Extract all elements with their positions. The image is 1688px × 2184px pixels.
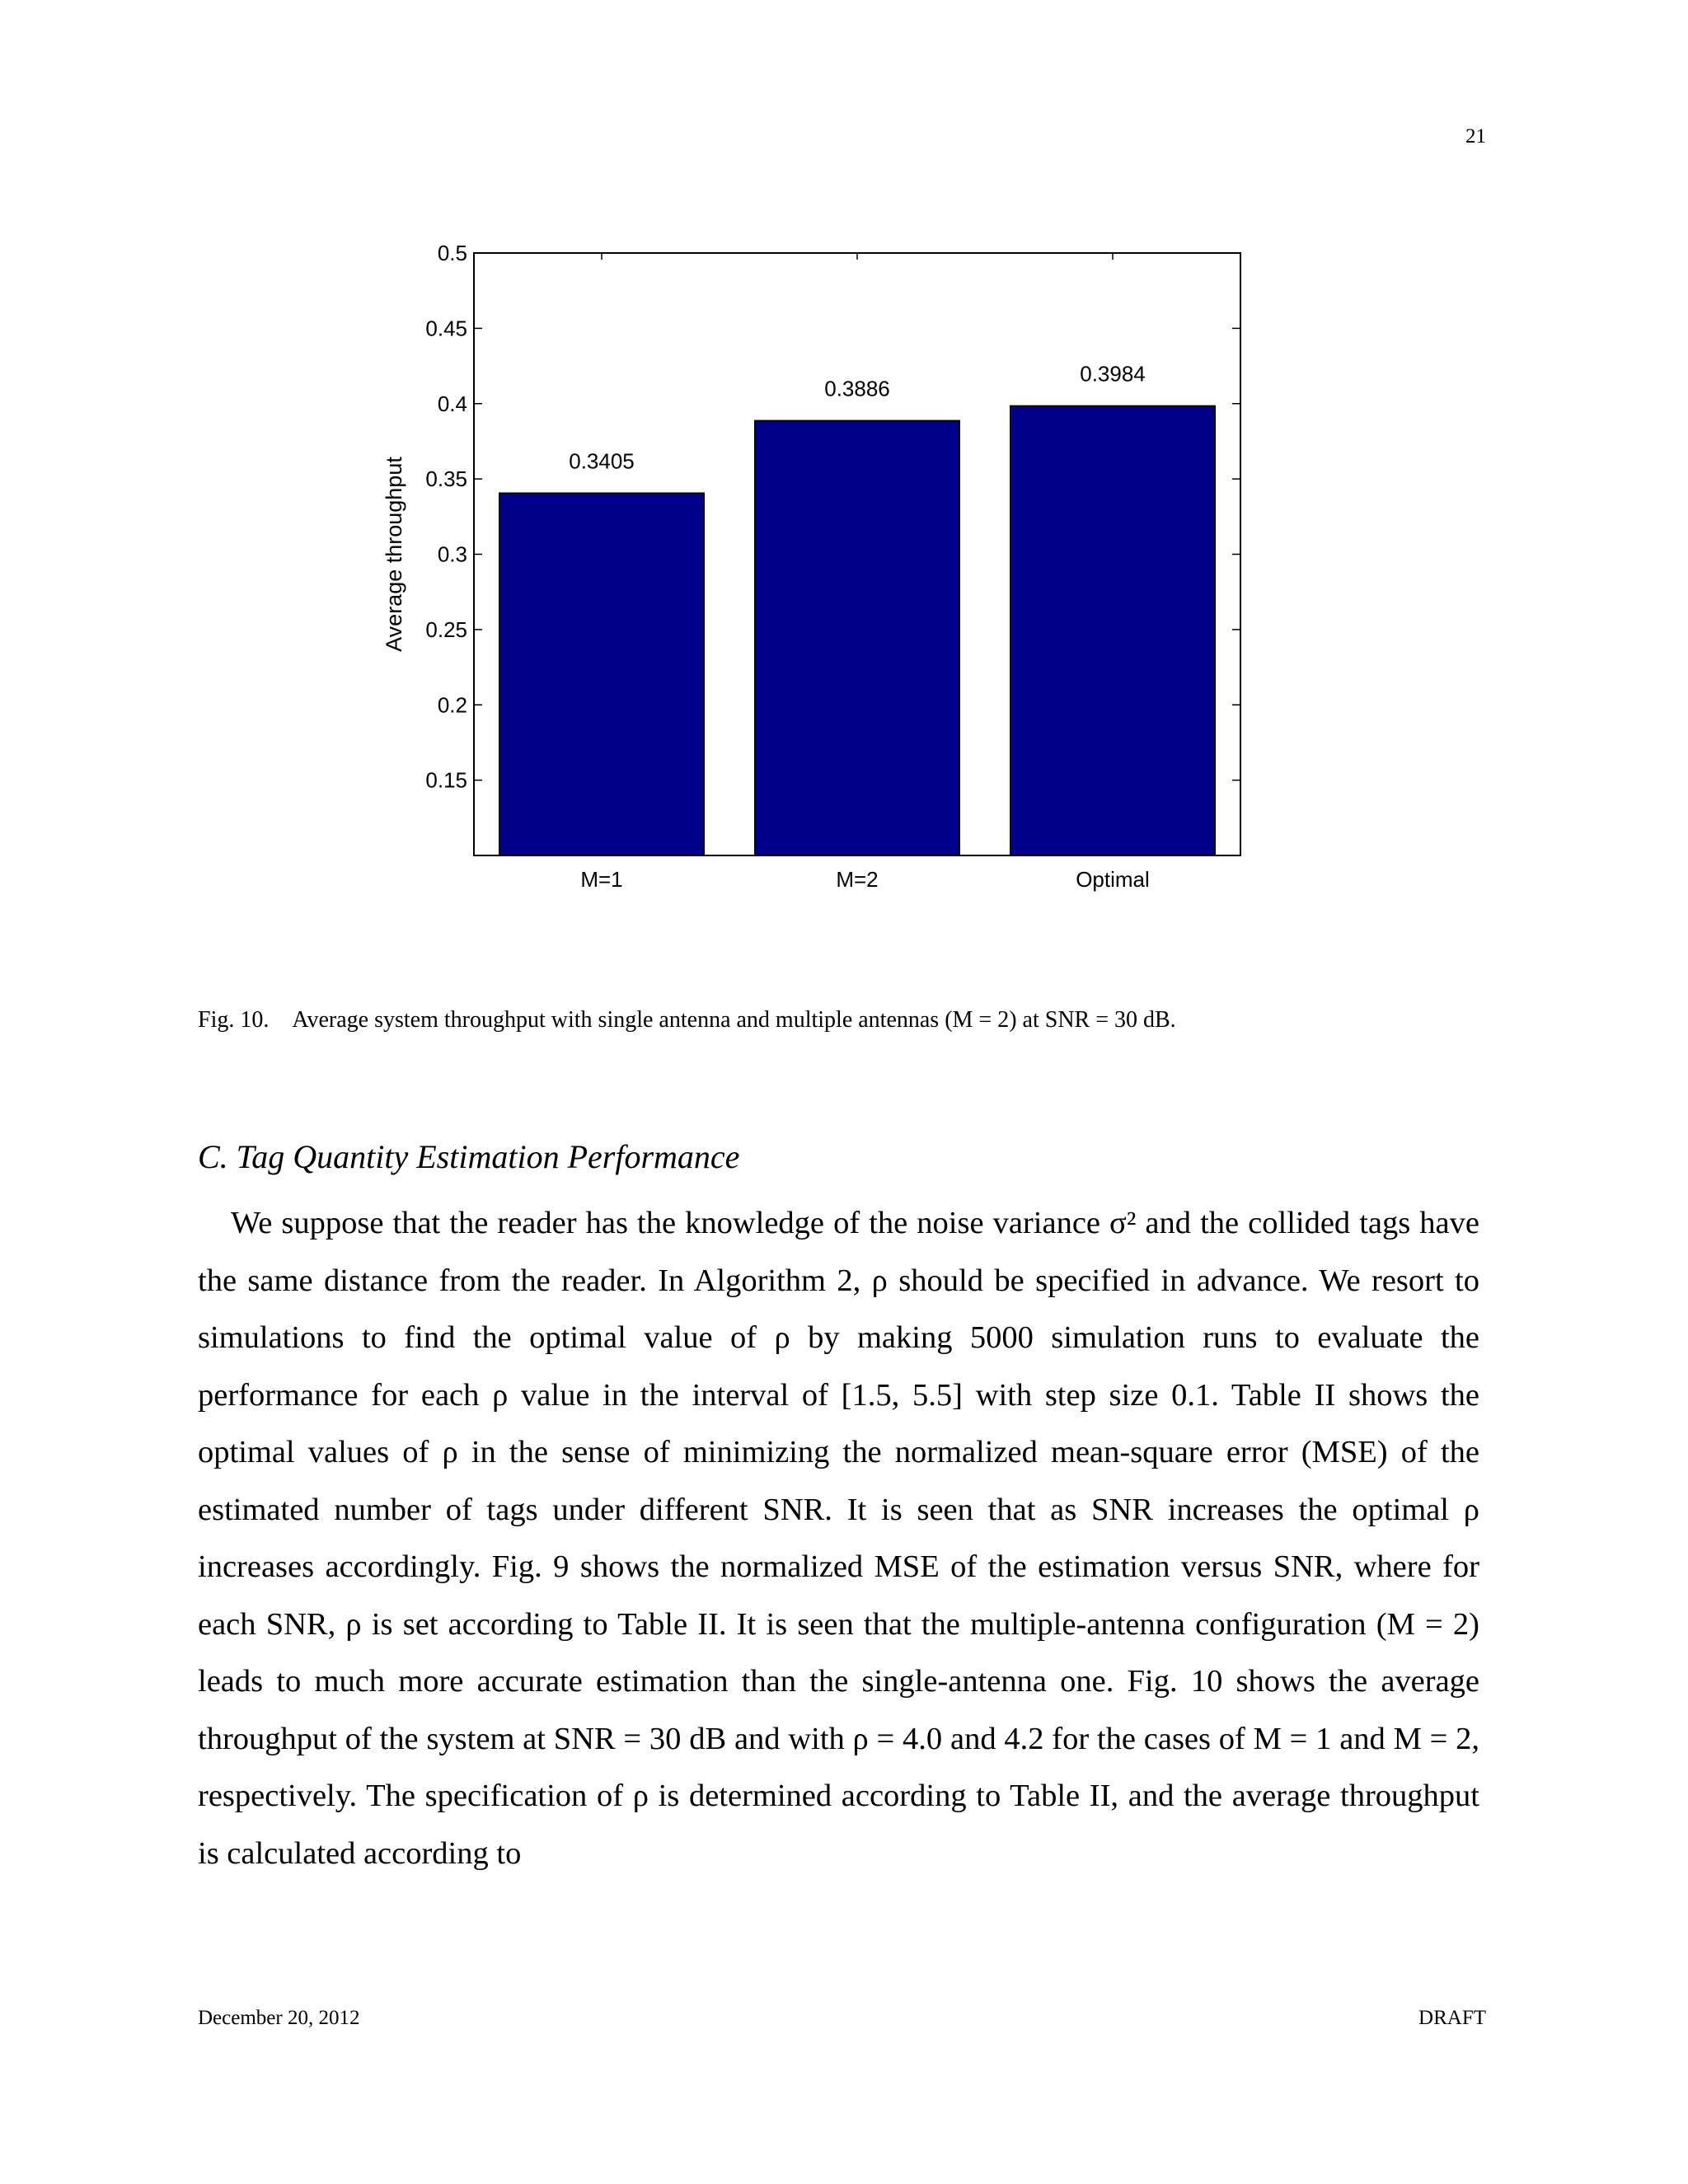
paragraph-text: We suppose that the reader has the knowledge of the noise variance σ² and the collided tags have the same distance from the reader. In Algorithm 2, ρ should be specified in advance. We resort to simulations to find the optimal value of ρ by making 5000 simulation runs to evaluate the performance for each ρ value in the interval of [1.5, 5.5] with step size 0.1. Table II shows the optimal values of ρ in the sense of minimizing the normalized mean-square error (MSE) of the estimated number of tags under different SNR. It is seen that as SNR increases the optimal ρ increases accordingly. Fig. 9 shows the normalized MSE of the estimation versus SNR, where for each SNR, ρ is set according to Table II. It is seen that the multiple-antenna configuration (M = 2) leads to much more accurate estimation than the single-antenna one. Fig. 10 shows the average throughput of the system at SNR = 30 dB and with ρ = 4.0 and 4.2 for the cases of M = 1 and M = 2, respectively. The specification of ρ is determined according to Table II, and the average throughput is calculated according to bbox=[198, 1206, 1479, 1871]
figure-caption-text: Average system throughput with single antenna and multiple antennas (M = 2) at SNR = 30 dB. bbox=[292, 1007, 1176, 1033]
data-label: 0.3984 bbox=[1080, 361, 1146, 387]
y-tick-label: 0.25 bbox=[425, 616, 467, 642]
x-tick-label: Optimal bbox=[1076, 867, 1150, 892]
figure-label: Fig. 10. bbox=[198, 1007, 270, 1033]
section-title: C. Tag Quantity Estimation Performance bbox=[198, 1138, 740, 1175]
data-label: 0.3405 bbox=[569, 448, 635, 474]
body-paragraph bbox=[198, 1195, 1479, 1882]
bar bbox=[1010, 406, 1215, 855]
x-tick-label: M=2 bbox=[836, 867, 879, 892]
x-tick-label: M=1 bbox=[580, 867, 623, 892]
y-tick-label: 0.35 bbox=[425, 466, 467, 492]
footer-date: December 20, 2012 bbox=[198, 2007, 360, 2029]
y-tick-label: 0.2 bbox=[437, 692, 467, 718]
y-axis-label: Average throughput bbox=[382, 457, 406, 652]
bar bbox=[755, 421, 959, 855]
y-tick-label: 0.4 bbox=[437, 391, 467, 416]
footer-status: DRAFT bbox=[1418, 2007, 1486, 2029]
bar-chart bbox=[346, 231, 1286, 923]
chart-svg bbox=[346, 231, 1286, 923]
figure-caption bbox=[198, 1007, 1176, 1033]
y-tick-label: 0.3 bbox=[437, 541, 467, 567]
y-tick-label: 0.15 bbox=[425, 767, 467, 793]
page-number: 21 bbox=[1465, 125, 1486, 148]
bar bbox=[499, 493, 704, 855]
y-tick-label: 0.45 bbox=[425, 316, 467, 341]
data-label: 0.3886 bbox=[824, 376, 890, 401]
y-tick-label: 0.5 bbox=[437, 241, 467, 265]
